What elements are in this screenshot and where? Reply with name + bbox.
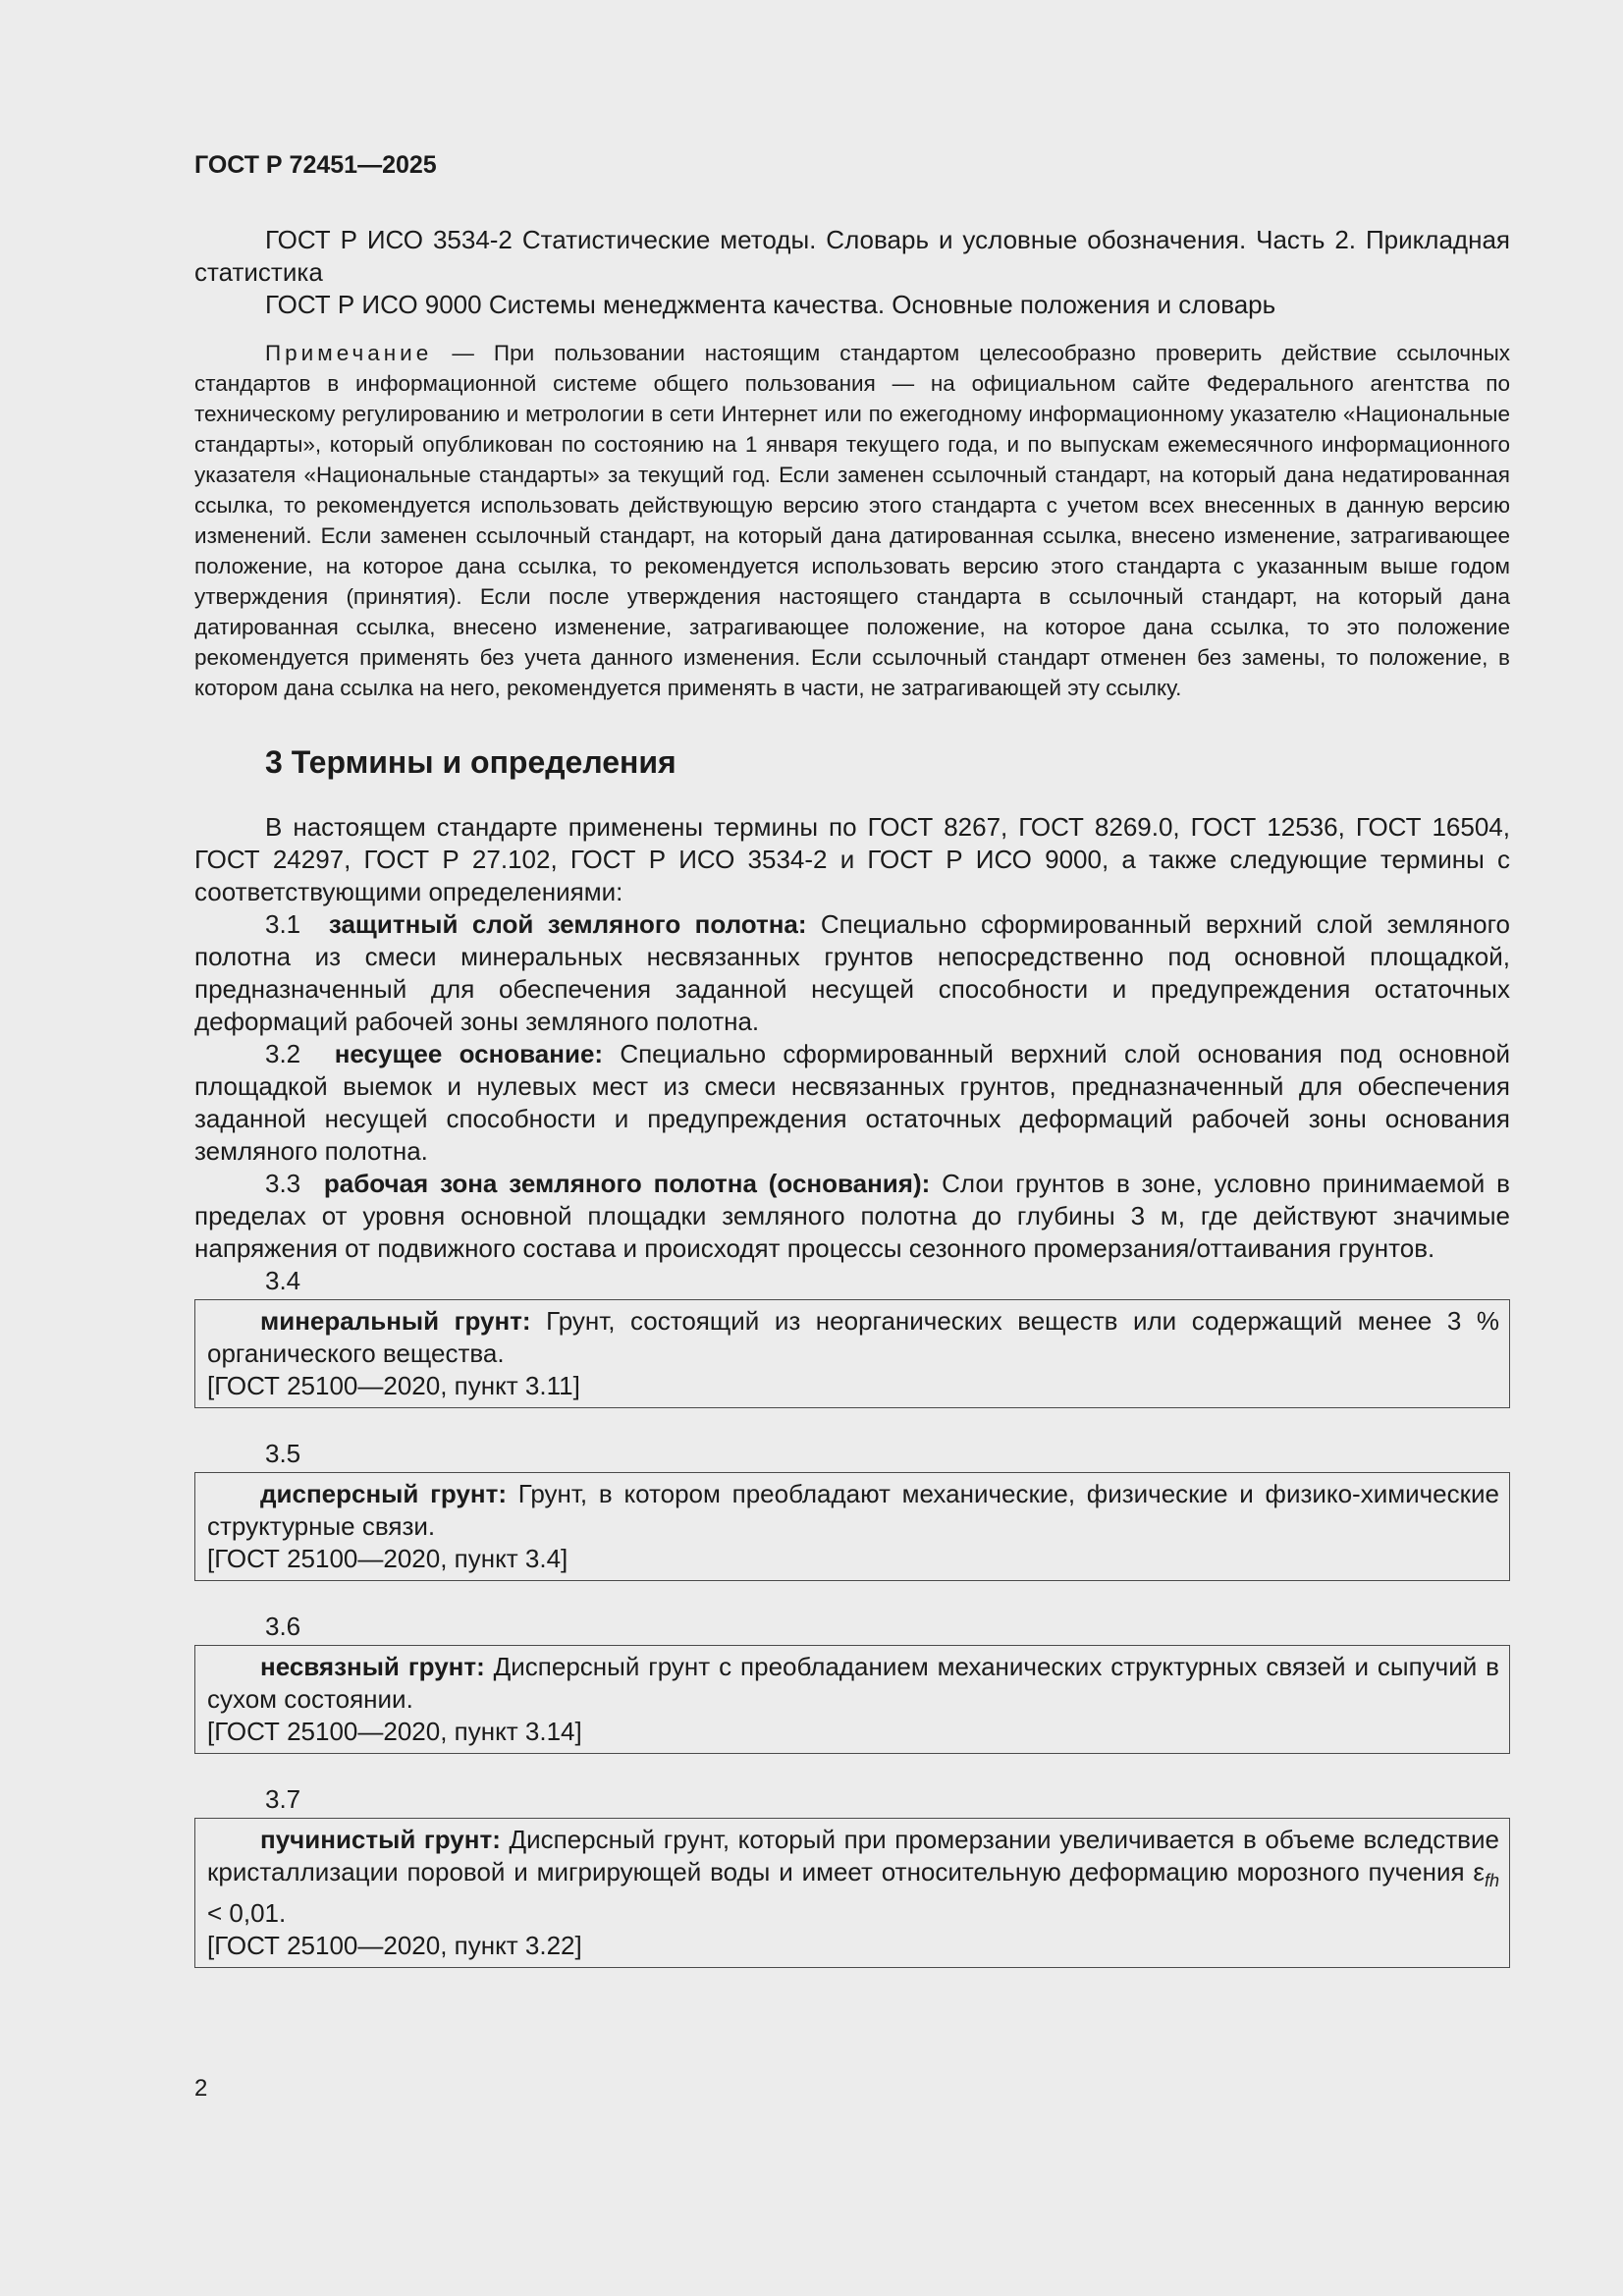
- document-header: ГОСТ Р 72451—2025: [194, 151, 437, 179]
- term-entry: [194, 1168, 1510, 1265]
- term-box: [194, 1645, 1510, 1754]
- boxed-term-definition: [207, 1824, 1499, 1930]
- section-intro: В настоящем стандарте применены термины по ГОСТ 8267, ГОСТ 8269.0, ГОСТ 12536, ГОСТ 16504, ГОСТ 24297, ГОСТ Р 27.102, ГОСТ Р ИСО 3534-2 и ГОСТ Р ИСО 9000, а также следующие термины с соответствующими определениями:: [194, 812, 1510, 906]
- term-box: [194, 1818, 1510, 1968]
- term-source: [ГОСТ 25100—2020, пункт 3.11]: [207, 1371, 580, 1400]
- term-name: защитный слой земляного полотна:: [328, 909, 807, 939]
- term-number: 3.5: [265, 1439, 301, 1468]
- term-name: минеральный грунт:: [260, 1306, 531, 1336]
- reference-item: ГОСТ Р ИСО 3534-2 Статистические методы. Словарь и условные обозначения. Часть 2. Прикладная статистика: [194, 225, 1510, 287]
- term-definition: Слои грунтов в зоне, условно принимаемой в пределах от уровня основной площадки земляного полотна до глубины 3 м, где действуют значимые напряжения от подвижного состава и происходят процессы сезонного промерзания/оттаивания грунтов.: [194, 1169, 1510, 1263]
- term-name: дисперсный грунт:: [260, 1479, 508, 1508]
- term-definition: Специально сформированный верхний слой основания под основной площадкой выемок и нулевых мест из смеси несвязанных грунтов, предназначенный для обеспечения заданной несущей способности и предупреждения остаточных деформаций рабочей зоны основания земляного полотна.: [194, 1039, 1510, 1166]
- term-box: [194, 1472, 1510, 1581]
- term-number: 3.3: [265, 1169, 301, 1198]
- reference-item: ГОСТ Р ИСО 9000 Системы менеджмента качества. Основные положения и словарь: [265, 290, 1276, 319]
- term-source: [ГОСТ 25100—2020, пункт 3.22]: [207, 1931, 582, 1961]
- frost-heave-symbol: ε: [1473, 1857, 1485, 1886]
- boxed-term-definition: [207, 1478, 1499, 1543]
- section-title: 3 Термины и определения: [265, 744, 676, 780]
- term-definition: Дисперсный грунт с преобладанием механических структурных связей и сыпучий в сухом состоянии.: [207, 1652, 1499, 1714]
- term-name: несвязный грунт:: [260, 1652, 485, 1681]
- term-name: несущее основание:: [334, 1039, 604, 1068]
- term-definition: Дисперсный грунт, который при промерзании увеличивается в объеме вследствие кристаллизации поровой и мигрирующей воды и имеет относительную деформацию морозного пучения: [207, 1825, 1499, 1886]
- term-box: [194, 1299, 1510, 1408]
- term-source: [ГОСТ 25100—2020, пункт 3.14]: [207, 1717, 582, 1746]
- term-number: 3.1: [265, 909, 301, 939]
- term-entry: [194, 1038, 1510, 1168]
- note-text: — При пользовании настоящим стандартом целесообразно проверить действие ссылочных стандартов в информационной системе общего пользования — на официальном сайте Федерального агентства по техническому регулированию и метрологии в сети Интернет или по ежегодному информационному указателю «Национальные стандарты», который опубликован по состоянию на 1 января текущего года, и по выпускам ежемесячного информационного указателя «Национальные стандарты» за текущий год. Если заменен ссылочный стандарт, на который дана недатированная ссылка, то рекомендуется использовать действующую версию этого стандарта с учетом всех внесенных в данную версию изменений. Если заменен ссылочный стандарт, на который дана датированная ссылка, внесено изменение, затрагивающее положение, на которое дана ссылка, то рекомендуется использовать версию этого стандарта с указанным выше годом утверждения (принятия). Если после утверждения настоящего стандарта в ссылочный стандарт, на который дана датированная ссылка, внесено изменение, затрагивающее положение, на которое дана ссылка, то это положение рекомендуется применять без учета данного изменения. Если ссылочный стандарт отменен без замены, то положение, в котором дана ссылка на него, рекомендуется применять в части, не затрагивающей эту ссылку.: [194, 341, 1510, 700]
- frost-heave-subscript: fh: [1484, 1871, 1499, 1891]
- term-name: пучинистый грунт:: [260, 1825, 501, 1854]
- term-source: [ГОСТ 25100—2020, пункт 3.4]: [207, 1544, 568, 1573]
- note-label: Примечание: [265, 341, 433, 365]
- term-number: 3.2: [265, 1039, 301, 1068]
- term-definition: Грунт, в котором преобладают механические, физические и физико-химические структурные связи.: [207, 1479, 1499, 1541]
- term-definition: Специально сформированный верхний слой земляного полотна из смеси минеральных несвязанных грунтов непосредственно под основной площадкой, предназначенный для обеспечения заданной несущей способности и предупреждения остаточных деформаций рабочей зоны земляного полотна.: [194, 909, 1510, 1036]
- term-entry: [194, 908, 1510, 1038]
- boxed-term-definition: [207, 1651, 1499, 1716]
- term-number: 3.4: [265, 1266, 301, 1295]
- boxed-term-definition: [207, 1305, 1499, 1370]
- term-number: 3.7: [265, 1784, 301, 1814]
- term-definition-end: < 0,01.: [207, 1898, 287, 1929]
- term-name: рабочая зона земляного полотна (основания):: [323, 1169, 931, 1198]
- term-number: 3.6: [265, 1612, 301, 1641]
- note-paragraph: [194, 338, 1510, 703]
- page-number: 2: [194, 2075, 208, 2102]
- term-definition: Грунт, состоящий из неорганических веществ или содержащий менее 3 % органического вещества.: [207, 1306, 1499, 1368]
- document-body: [194, 224, 1510, 1968]
